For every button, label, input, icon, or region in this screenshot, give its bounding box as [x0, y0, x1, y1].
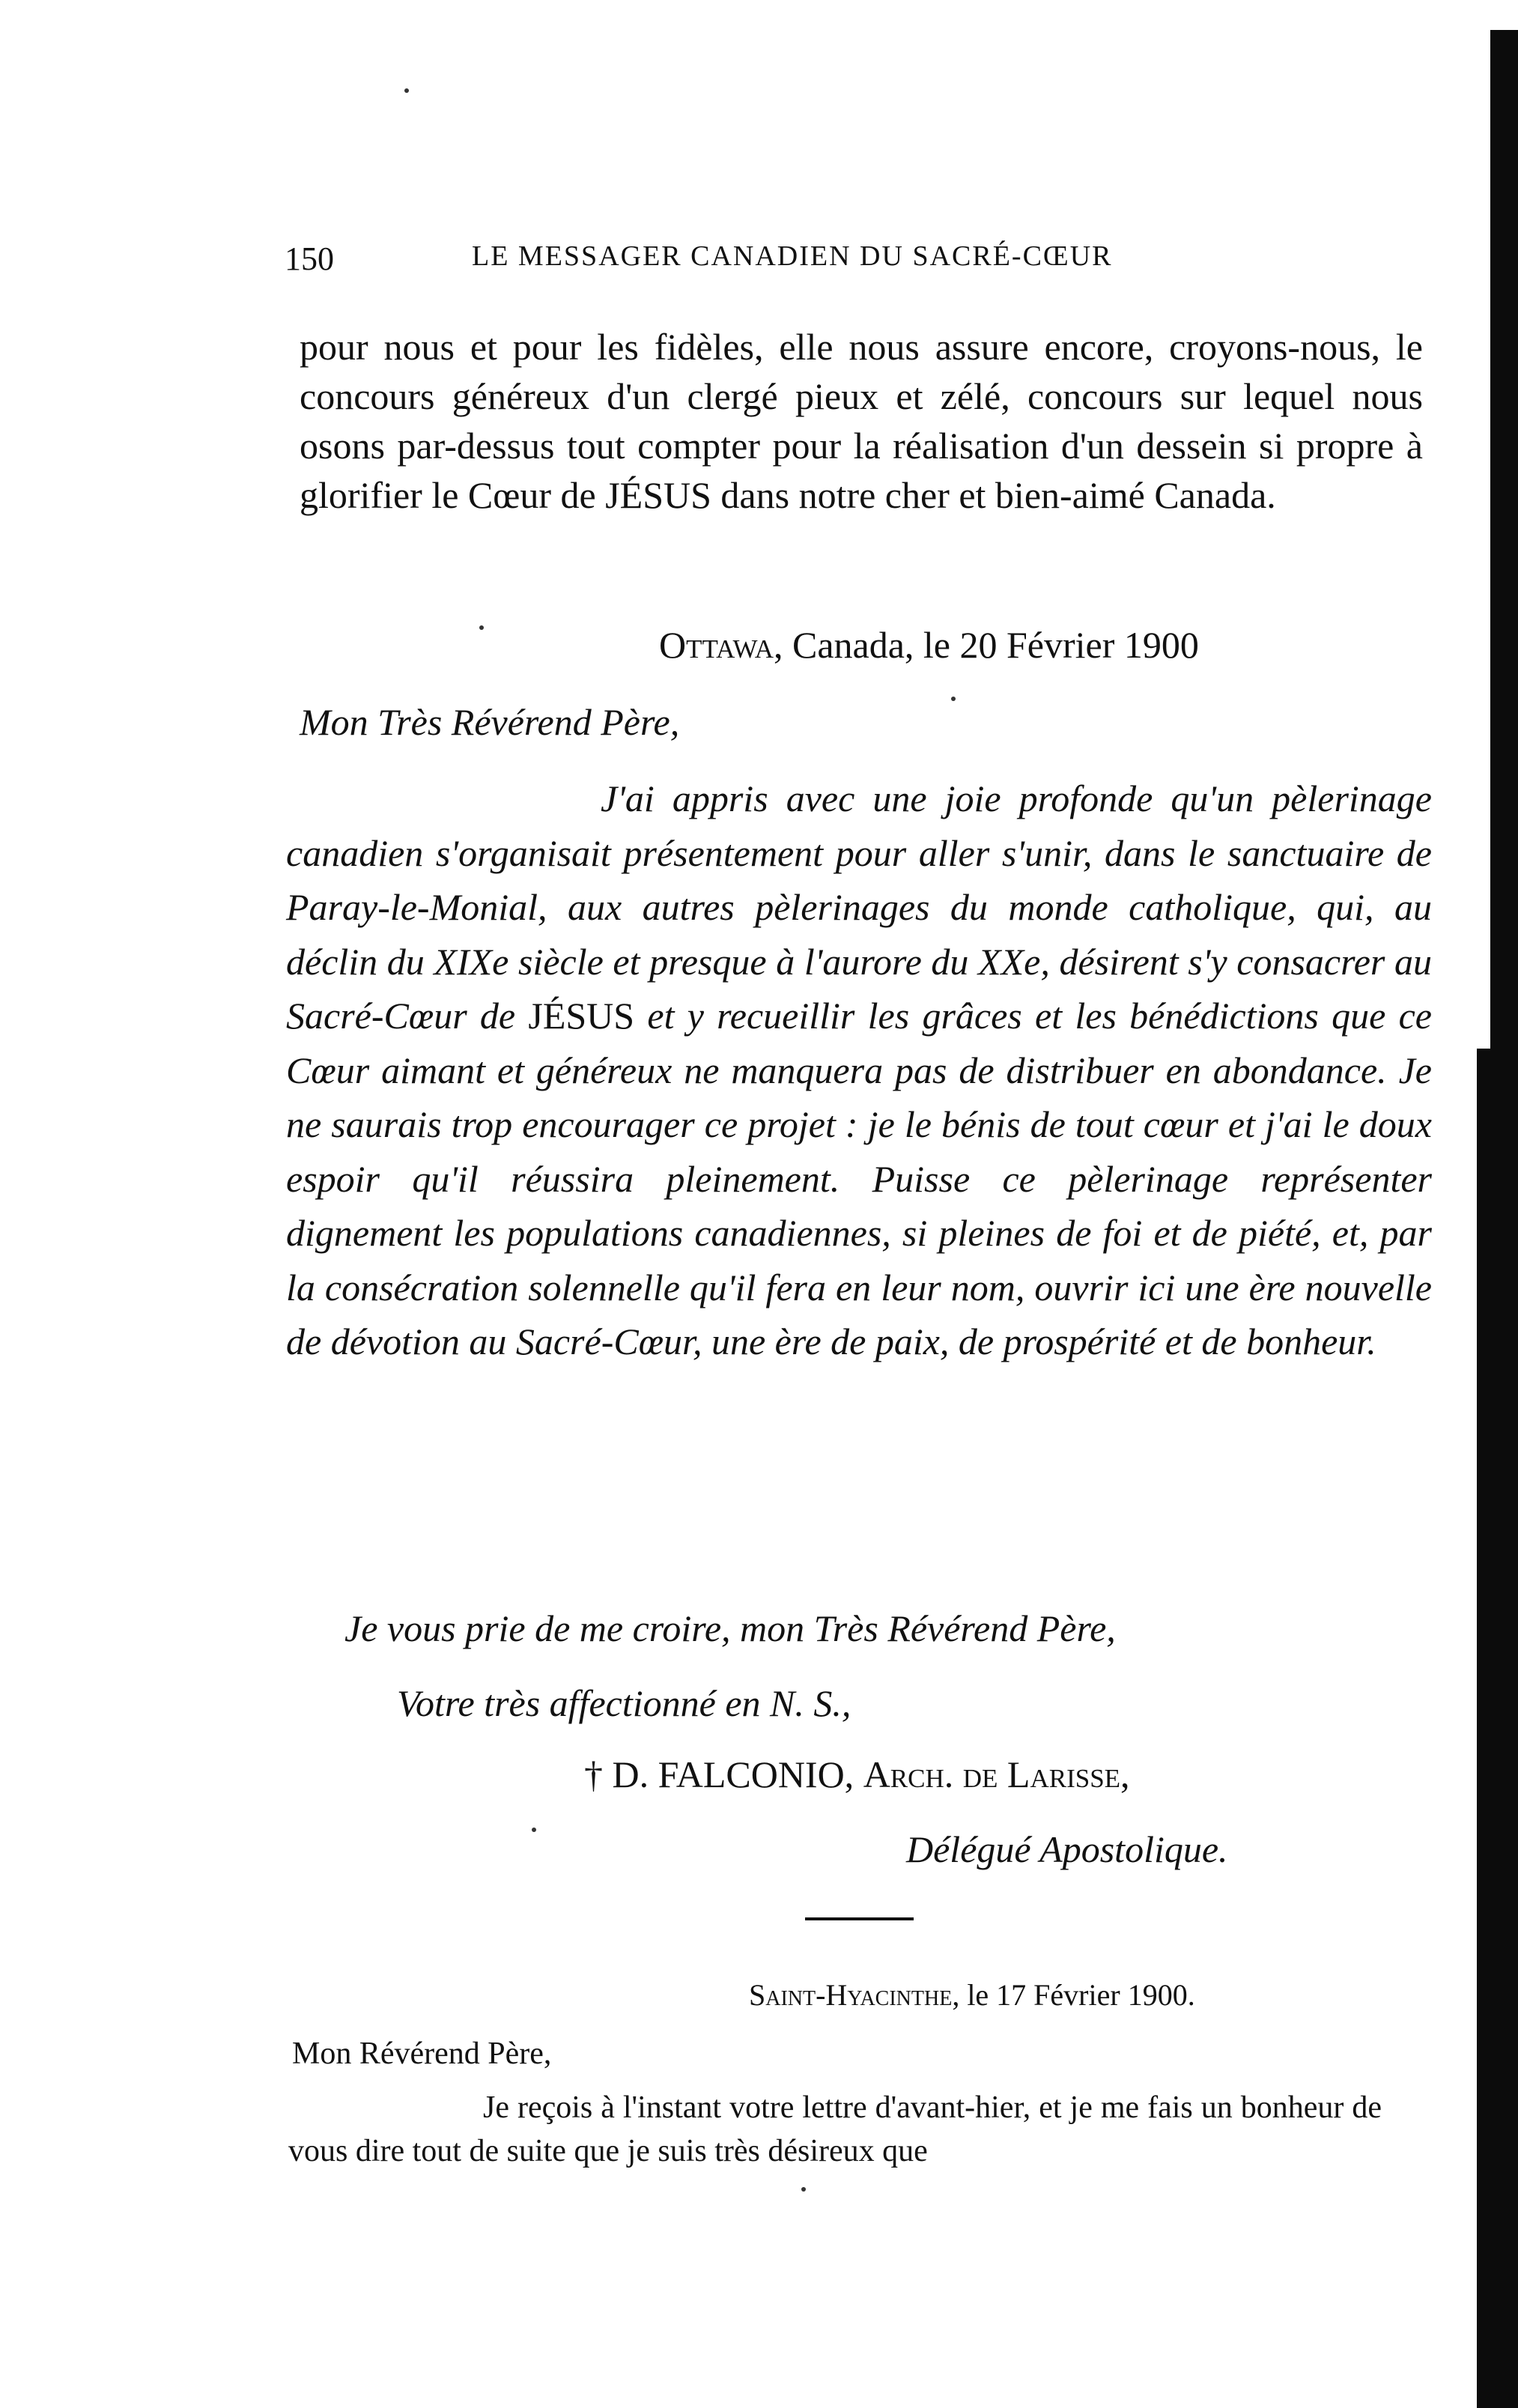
- opening-paragraph: pour nous et pour les fidèles, elle nous assure encore, croyons-nous, le concours généreux d'un clergé pieux et zélé, concours sur lequel nous osons par-dessus tout compter pour la réalisation d'un dessein si propre à glorifier le Cœur de JÉSUS dans notre cher et bien-aimé Canada.: [300, 326, 1423, 516]
- signature: [584, 1753, 1130, 1796]
- falconio-letter-body: [286, 771, 1432, 1369]
- scan-speck: [404, 88, 409, 93]
- dateline-date: , Canada, le 20 Février 1900: [773, 624, 1199, 666]
- scan-edge-shadow-lower: [1477, 1049, 1492, 2408]
- scan-speck: [801, 2187, 806, 2192]
- letter-text-part2: et y recueillir les grâces et les bénédictions que ce Cœur aimant et généreux ne manquera pas de distribuer en abondance. Je ne saurais trop encourager ce projet : je le bénis de tout cœur et j'ai le doux espoir qu'il réussira pleinement. Puisse ce pèlerinage représenter dignement les populations canadiennes, si pleines de foi et de piété, et, par la consécration solennelle qu'il fera en leur nom, ouvrir ici une ère nouvelle de dévotion au Sacré-Cœur, une ère de paix, de prospérité et de bonheur.: [286, 995, 1432, 1362]
- scan-speck: [951, 697, 956, 701]
- closing-line: Je vous prie de me croire, mon Très Révérend Père,: [344, 1607, 1116, 1649]
- falconio-salutation: Mon Très Révérend Père,: [300, 701, 680, 743]
- scan-speck: [532, 1828, 536, 1832]
- saint-hyacinthe-dateline: [749, 1977, 1195, 2013]
- complimentary-close: Votre très affectionné en N. S.,: [397, 1682, 851, 1724]
- signature-name: † D. FALCONIO,: [584, 1753, 863, 1795]
- scan-speck: [479, 625, 484, 630]
- dateline-place: Ottawa: [659, 624, 774, 666]
- dateline2-place: Saint-Hyacinthe: [749, 1978, 953, 2012]
- signature-role: Délégué Apostolique.: [906, 1828, 1228, 1870]
- second-salutation: Mon Révérend Père,: [292, 2037, 552, 2071]
- letter-text-part1: J'ai appris avec une joie profonde qu'un pèlerinage canadien s'organisait présentement pour aller s'unir, dans le sanctuaire de Paray-le-Monial, aux autres pèlerinages du monde catholique, qui, au déclin du XIXe siècle et presque à l'aurore du XXe, désirent s'y consacrer au Sacré-Cœur de: [286, 777, 1432, 1037]
- dateline2-date: , le 17 Février 1900.: [952, 1978, 1195, 2012]
- page-header: [285, 240, 1273, 285]
- scan-edge-shadow: [1490, 30, 1518, 2408]
- second-letter-body: Je reçois à l'instant votre lettre d'avant-hier, et je me fais un bonheur de vous dire tout de suite que je suis très désireux que: [288, 2090, 1382, 2168]
- signature-title: Arch. de Larisse,: [863, 1753, 1130, 1795]
- section-divider: [805, 1917, 914, 1920]
- letter-name-jesus: JÉSUS: [528, 995, 635, 1037]
- ottawa-dateline: [659, 623, 1199, 667]
- running-title: LE MESSAGER CANADIEN DU SACRÉ-CŒUR: [472, 240, 1113, 272]
- page-number: 150: [285, 240, 334, 277]
